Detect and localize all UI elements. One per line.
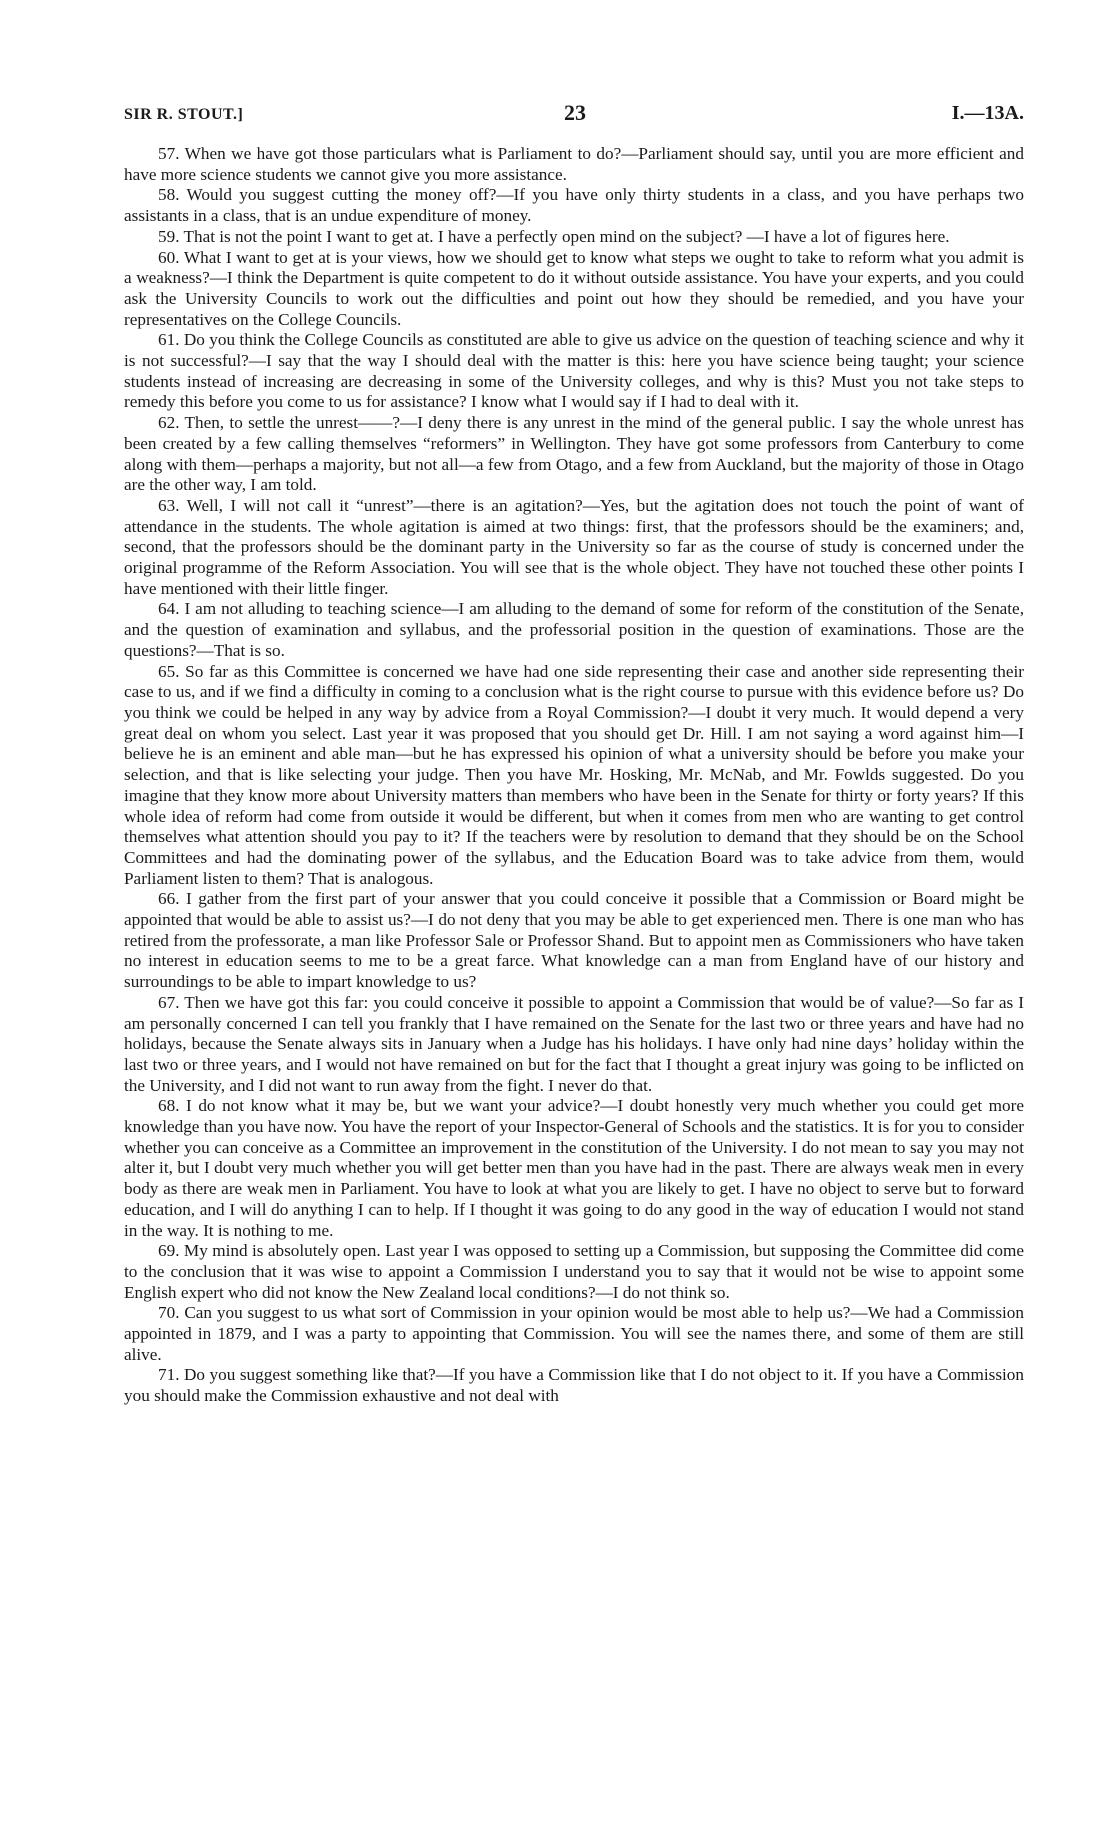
page-header <box>124 100 1024 130</box>
document-reference: I.—13A. <box>951 102 1024 124</box>
paragraph-63: 63. Well, I will not call it “unrest”—there is an agitation?—Yes, but the agitation does not touch the point of want of attendance in the students. The whole agitation is aimed at two things: first, that the professors should be the examiners; and, second, that the professors should be the dominant party in the University so far as the course of study is concerned under the original programme of the Reform Association. You will see that is the whole object. They have not touched these other points I have mentioned with their little finger. <box>124 495 1024 598</box>
paragraph-70: 70. Can you suggest to us what sort of Commission in your opinion would be most able to help us?—We had a Commission appointed in 1879, and I was a party to appointing that Commission. You will see the names there, and some of them are still alive. <box>124 1303 1024 1364</box>
paragraph-59: 59. That is not the point I want to get at. I have a perfectly open mind on the subject? —I have a lot of figures here. <box>158 226 950 246</box>
paragraph-58: 58. Would you suggest cutting the money off?—If you have only thirty students in a class, and you have perhaps two assistants in a class, that is an undue expenditure of money. <box>124 185 1024 226</box>
paragraph-67: 67. Then we have got this far: you could conceive it possible to appoint a Commission that would be of value?—So far as I am personally concerned I can tell you frankly that I have remained on the Senate for the last two or three years and have had no holidays, because the Senate always sits in January when a Judge has his holidays. I have only had nine days’ holiday within the last two or three years, and I would not have remained on but for the fact that I thought a great injury was going to be inflicted on the University, and I did not want to run away from the fight. I never do that. <box>124 992 1024 1095</box>
header-witness-name: SIR R. STOUT.] <box>124 106 244 123</box>
paragraph-62: 62. Then, to settle the unrest——?—I deny there is any unrest in the mind of the general public. I say the whole unrest has been created by a few calling themselves “reformers” in Wellington. They have got some professors from Canterbury to come along with them—perhaps a majority, but not all—a few from Otago, and a few from Auckland, but the majority of those in Otago are the other way, I am told. <box>124 413 1024 495</box>
evidence-body <box>124 144 1024 1407</box>
paragraph-69: 69. My mind is absolutely open. Last year I was opposed to setting up a Commission, but supposing the Committee did come to the conclusion that it was wise to appoint a Commission I understand you to say that it would not be wise to appoint some English expert who did not know the New Zealand local conditions?—I do not think so. <box>124 1241 1024 1302</box>
paragraph-57: 57. When we have got those particulars what is Parliament to do?—Parliament should say, until you are more efficient and have more science students we cannot give you more assistance. <box>124 144 1024 184</box>
paragraph-65: 65. So far as this Committee is concerned we have had one side representing their case and another side representing their case to us, and if we find a difficulty in coming to a conclusion what is the right course to pursue with this evidence before us? Do you think we could be helped in any way by advice from a Royal Commission?—I doubt it very much. It would depend a very great deal on whom you select. Last year it was proposed that you should get Dr. Hill. I am not saying a word against him—I believe he is an eminent and able man—but he has expressed his opinion of what a university should be before you make your selection, and that is like selecting your judge. Then you have Mr. Hosking, Mr. McNab, and Mr. Fowlds suggested. Do you imagine that they know more about University matters than members who have been in the Senate for thirty or forty years? If this whole idea of reform had come from outside it would be different, but when it comes from men who are wanting to get control themselves what attention should you pay to it? If the teachers were by resolution to demand that they should be on the School Committees and had the dominating power of the syllabus, and the Education Board was to take advice from them, would Parliament listen to them? That is analogous. <box>124 661 1024 888</box>
paragraph-68: 68. I do not know what it may be, but we want your advice?—I doubt honestly very much whether you could get more knowledge than you have now. You have the report of your Inspector-General of Schools and the statistics. It is for you to consider whether you can conceive as a Committee an improvement in the constitution of the University. I do not mean to say you may not alter it, but I doubt very much whether you will get better men than you have had in the past. There are always weak men in every body as there are weak men in Parliament. You have to look at what you are likely to get. I have no object to serve but to forward education, and I will do anything I can to help. If I thought it was going to do any good in the way of education I would not stand in the way. It is nothing to me. <box>124 1096 1024 1240</box>
page-number: 23 <box>564 100 586 125</box>
paragraph-71: 71. Do you suggest something like that?—If you have a Commission like that I do not object to it. If you have a Commission you should make the Commission exhaustive and not deal with <box>124 1365 1024 1406</box>
paragraph-66: 66. I gather from the first part of your answer that you could conceive it possible that a Commission or Board might be appointed that would be able to assist us?—I do not deny that you may be able to get experienced men. There is one man who has retired from the professorate, a man like Professor Sale or Professor Shand. But to appoint men as Commissioners who have taken no interest in education seems to me to be a great farce. What knowledge can a man from England have of our history and surroundings to be able to impart knowledge to us? <box>124 889 1024 992</box>
paragraph-60: 60. What I want to get at is your views, how we should get to know what steps we ought to take to reform what you admit is a weakness?—I think the Department is quite competent to do it without outside assistance. You have your experts, and you could ask the University Councils to work out the difficulties and point out how they should be remedied, and you have your representatives on the College Councils. <box>124 247 1024 329</box>
document-page <box>124 100 1024 1407</box>
paragraph-61: 61. Do you think the College Councils as constituted are able to give us advice on the question of teaching science and why it is not successful?—I say that the way I should deal with the matter is this: here you have science being taught; your science students instead of increasing are decreasing in some of the University colleges, and why is this? Must you not take steps to remedy this before you come to us for assistance? I know what I would say if I had to deal with it. <box>124 330 1024 412</box>
paragraph-64: 64. I am not alluding to teaching science—I am alluding to the demand of some for reform of the constitution of the Senate, and the question of examination and syllabus, and the professorial position in the question of examinations. Those are the questions?—That is so. <box>124 599 1024 660</box>
